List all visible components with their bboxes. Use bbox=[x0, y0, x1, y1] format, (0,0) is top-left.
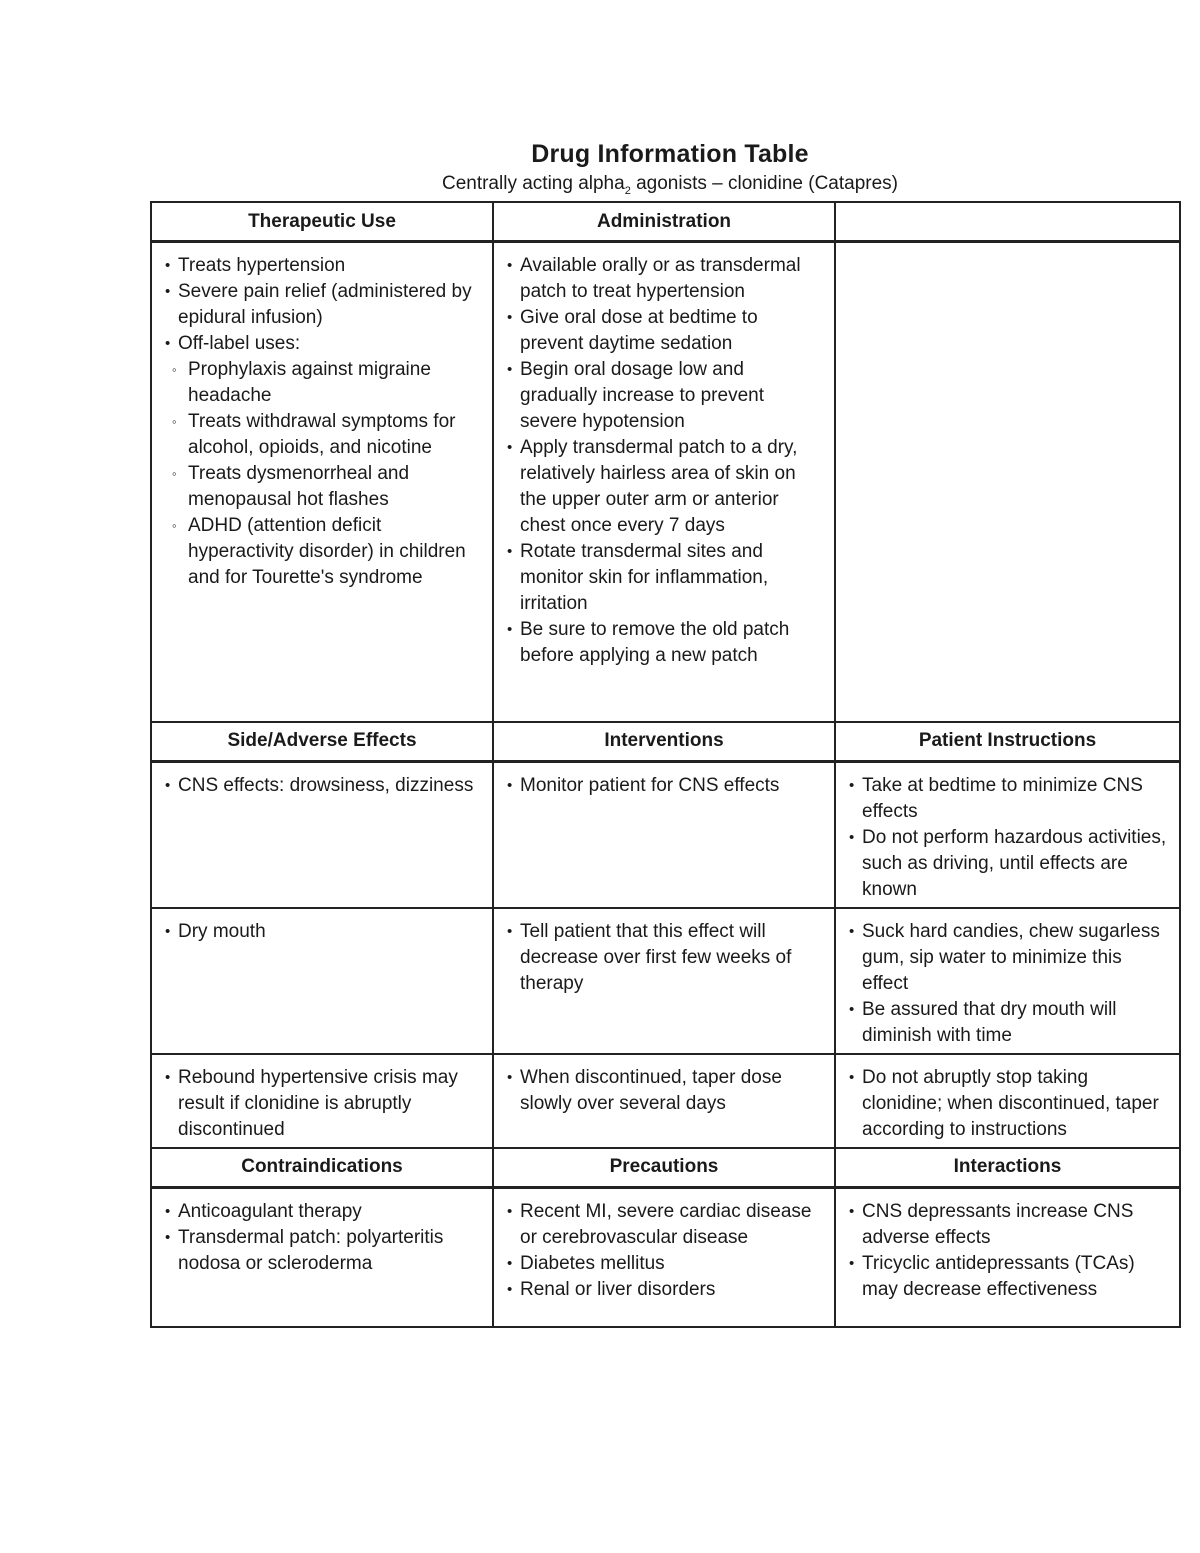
subtitle-subscript: 2 bbox=[624, 184, 631, 197]
table-cell bbox=[835, 1187, 1180, 1327]
page-subtitle bbox=[0, 173, 1200, 197]
list-item: • Be assured that dry mouth will diminish with time bbox=[846, 997, 1169, 1049]
column-header bbox=[835, 202, 1180, 242]
list-item: • CNS effects: drowsiness, dizziness bbox=[162, 773, 482, 799]
sub-list-item: ◦ ADHD (attention deficit hyperactivity disorder) in children and for Tourette's syndrome bbox=[162, 513, 482, 591]
list-item: • Available orally or as transdermal patch to treat hypertension bbox=[504, 253, 824, 305]
table-row bbox=[151, 908, 1180, 1054]
drug-information-table bbox=[150, 201, 1181, 1328]
column-header: Interactions bbox=[835, 1148, 1180, 1188]
table-cell bbox=[493, 242, 835, 722]
table-cell-empty bbox=[835, 242, 1180, 722]
table-cell bbox=[493, 908, 835, 1054]
column-header: Interventions bbox=[493, 722, 835, 762]
sub-list-item: ◦ Prophylaxis against migraine headache bbox=[162, 357, 482, 409]
list-item: • When discontinued, taper dose slowly over several days bbox=[504, 1065, 824, 1117]
header-row bbox=[151, 722, 1180, 762]
column-header: Patient Instructions bbox=[835, 722, 1180, 762]
list-item: • Diabetes mellitus bbox=[504, 1251, 824, 1277]
list-item: • Rotate transdermal sites and monitor skin for inflammation, irritation bbox=[504, 539, 824, 617]
table-cell bbox=[151, 761, 493, 908]
table-cell bbox=[835, 908, 1180, 1054]
list-item: • Suck hard candies, chew sugarless gum, sip water to minimize this effect bbox=[846, 919, 1169, 997]
column-header: Administration bbox=[493, 202, 835, 242]
table-cell bbox=[151, 1054, 493, 1148]
header-row bbox=[151, 1148, 1180, 1188]
page-title: Drug Information Table bbox=[531, 140, 809, 168]
sub-list-item: ◦ Treats dysmenorrheal and menopausal hot flashes bbox=[162, 461, 482, 513]
table-cell bbox=[151, 1187, 493, 1327]
column-header: Contraindications bbox=[151, 1148, 493, 1188]
list-item: • Dry mouth bbox=[162, 919, 482, 945]
list-item: • Take at bedtime to minimize CNS effects bbox=[846, 773, 1169, 825]
list-item: • Recent MI, severe cardiac disease or cerebrovascular disease bbox=[504, 1199, 824, 1251]
list-item: • CNS depressants increase CNS adverse effects bbox=[846, 1199, 1169, 1251]
table-row bbox=[151, 1054, 1180, 1148]
list-item: • Severe pain relief (administered by epidural infusion) bbox=[162, 279, 482, 331]
table-cell bbox=[493, 761, 835, 908]
list-item: • Rebound hypertensive crisis may result if clonidine is abruptly discontinued bbox=[162, 1065, 482, 1143]
list-item: • Do not abruptly stop taking clonidine; when discontinued, taper according to instructions bbox=[846, 1065, 1169, 1143]
list-item: • Be sure to remove the old patch before applying a new patch bbox=[504, 617, 824, 669]
list-item bbox=[162, 331, 482, 591]
table-cell bbox=[835, 1054, 1180, 1148]
list-item: • Do not perform hazardous activities, such as driving, until effects are known bbox=[846, 825, 1169, 903]
list-item: • Tricyclic antidepressants (TCAs) may decrease effectiveness bbox=[846, 1251, 1169, 1303]
list-item: • Begin oral dosage low and gradually increase to prevent severe hypotension bbox=[504, 357, 824, 435]
list-item: • Monitor patient for CNS effects bbox=[504, 773, 824, 799]
subtitle-text-rest: agonists – clonidine (Catapres) bbox=[630, 173, 899, 194]
sub-list-item: ◦ Treats withdrawal symptoms for alcohol, opioids, and nicotine bbox=[162, 409, 482, 461]
list-item: • Renal or liver disorders bbox=[504, 1277, 824, 1303]
column-header: Side/Adverse Effects bbox=[151, 722, 493, 762]
list-item: • Tell patient that this effect will decrease over first few weeks of therapy bbox=[504, 919, 824, 997]
table-cell bbox=[151, 908, 493, 1054]
list-item: • Apply transdermal patch to a dry, relatively hairless area of skin on the upper outer arm or anterior chest once every 7 days bbox=[504, 435, 824, 539]
table-row bbox=[151, 1187, 1180, 1327]
table-cell bbox=[493, 1054, 835, 1148]
table-row bbox=[151, 242, 1180, 722]
table-row bbox=[151, 761, 1180, 908]
subtitle-text: Centrally acting alpha bbox=[441, 173, 625, 194]
list-item: • Treats hypertension bbox=[162, 253, 482, 279]
column-header: Precautions bbox=[493, 1148, 835, 1188]
list-item: • Transdermal patch: polyarteritis nodosa or scleroderma bbox=[162, 1225, 482, 1277]
offlabel-label: Off-label uses: bbox=[178, 333, 301, 354]
header-row bbox=[151, 202, 1180, 242]
list-item: • Give oral dose at bedtime to prevent daytime sedation bbox=[504, 305, 824, 357]
table-cell bbox=[151, 242, 493, 722]
list-item: • Anticoagulant therapy bbox=[162, 1199, 482, 1225]
table-cell bbox=[493, 1187, 835, 1327]
column-header: Therapeutic Use bbox=[151, 202, 493, 242]
table-cell bbox=[835, 761, 1180, 908]
